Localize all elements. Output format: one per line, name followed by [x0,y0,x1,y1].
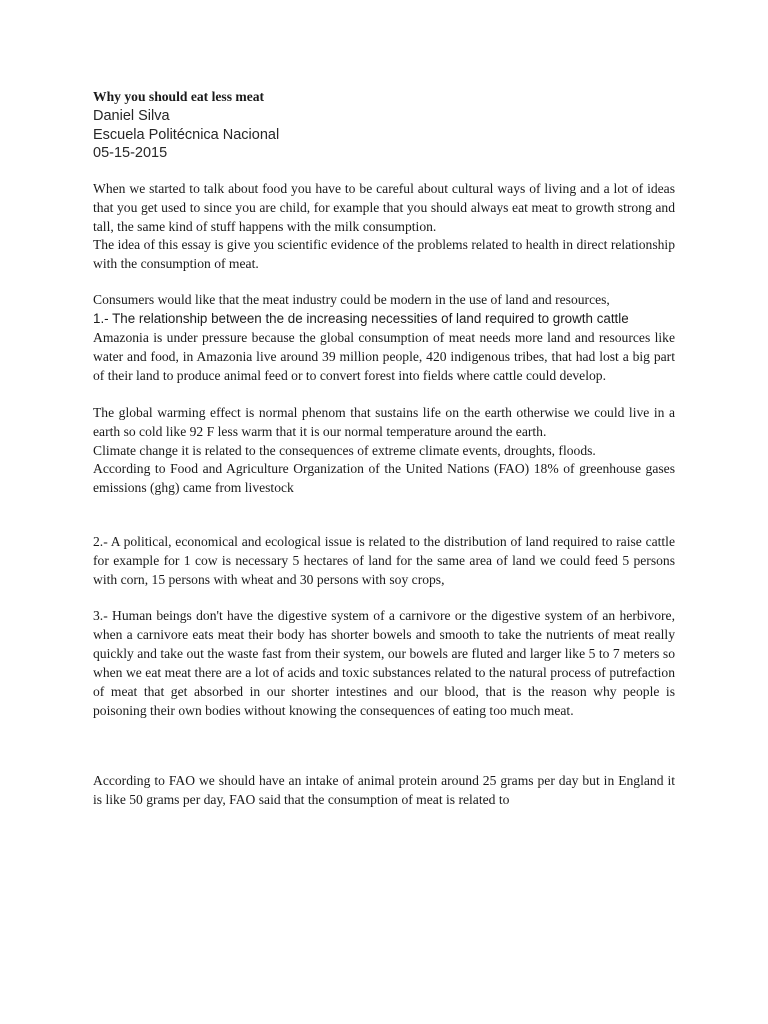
institution-name: Escuela Politécnica Nacional [93,126,280,143]
author-name: Daniel Silva [93,107,170,124]
paragraph-essay-purpose: The idea of this essay is give you scientific evidence of the problems related to health in direct relationship with the consumption of meat. [93,237,675,272]
paragraph-amazonia: Amazonia is under pressure because the global consumption of meat needs more land and resources like water and food, in Amazonia live around 39 million people, 420 indigenous tribes, that had lost a big part of their land to produce animal feed or to convert forest into fields where cattle could develop. [93,330,675,383]
spacer [93,163,675,180]
paragraph-point-2: 2.- A political, economical and ecological issue is related to the distribution of land required to raise cattle for example for 1 cow is necessary 5 hectares of land for the same area of land we could feed 5 persons with corn, 15 persons with wheat and 30 persons with soy crops, [93,534,675,588]
paragraph-point-3: 3.- Human beings don't have the digestive system of a carnivore or the digestive system of an herbivore, when a carnivore eats meat their body has shorter bowels and smooth to take the nutrients of meat really quickly and take out the waste fast from their system, our bowels are fluted and larger like 5 to 7 meters so when we eat meat there are a lot of acids and toxic substances related to the natural process of putrefaction of meat that get absorbed in our shorter intestines and our blood, that is the reason why people is poisoning their own bodies without knowing the consequences of eating too much meat. [93,608,675,718]
document-title: Why you should eat less meat [93,89,265,104]
paragraph-global-warming: The global warming effect is normal phenom that sustains life on the earth otherwise we could live in a earth so cold like 92 F less warm that it is our normal temperature around the earth. [93,404,675,439]
document-page [93,88,675,810]
point-1-heading: 1.- The relationship between the de increasing necessities of land required to growth cattle [93,311,629,327]
spacer [93,498,675,533]
paragraph-fao-emissions: According to Food and Agriculture Organization of the United Nations (FAO) 18% of greenhouse gases emissions (ghg) came from livestock [93,461,675,496]
document-date: 05-15-2015 [93,145,168,162]
spacer [93,274,675,291]
paragraph-consumers: Consumers would like that the meat industry could be modern in the use of land and resources, [93,292,610,308]
spacer [93,720,675,772]
paragraph-intro: When we started to talk about food you have to be careful about cultural ways of living and a lot of ideas that you get used to since you are child, for example that you should always eat meat to growth strong and tall, the same kind of stuff happens with the milk consumption. [93,180,675,234]
paragraph-climate-change: Climate change it is related to the consequences of extreme climate events, droughts, floods. [93,442,596,458]
spacer [93,386,675,404]
spacer [93,590,675,607]
paragraph-fao-intake: According to FAO we should have an intake of animal protein around 25 grams per day but in England it is like 50 grams per day, FAO said that the consumption of meat is related to [93,773,675,808]
